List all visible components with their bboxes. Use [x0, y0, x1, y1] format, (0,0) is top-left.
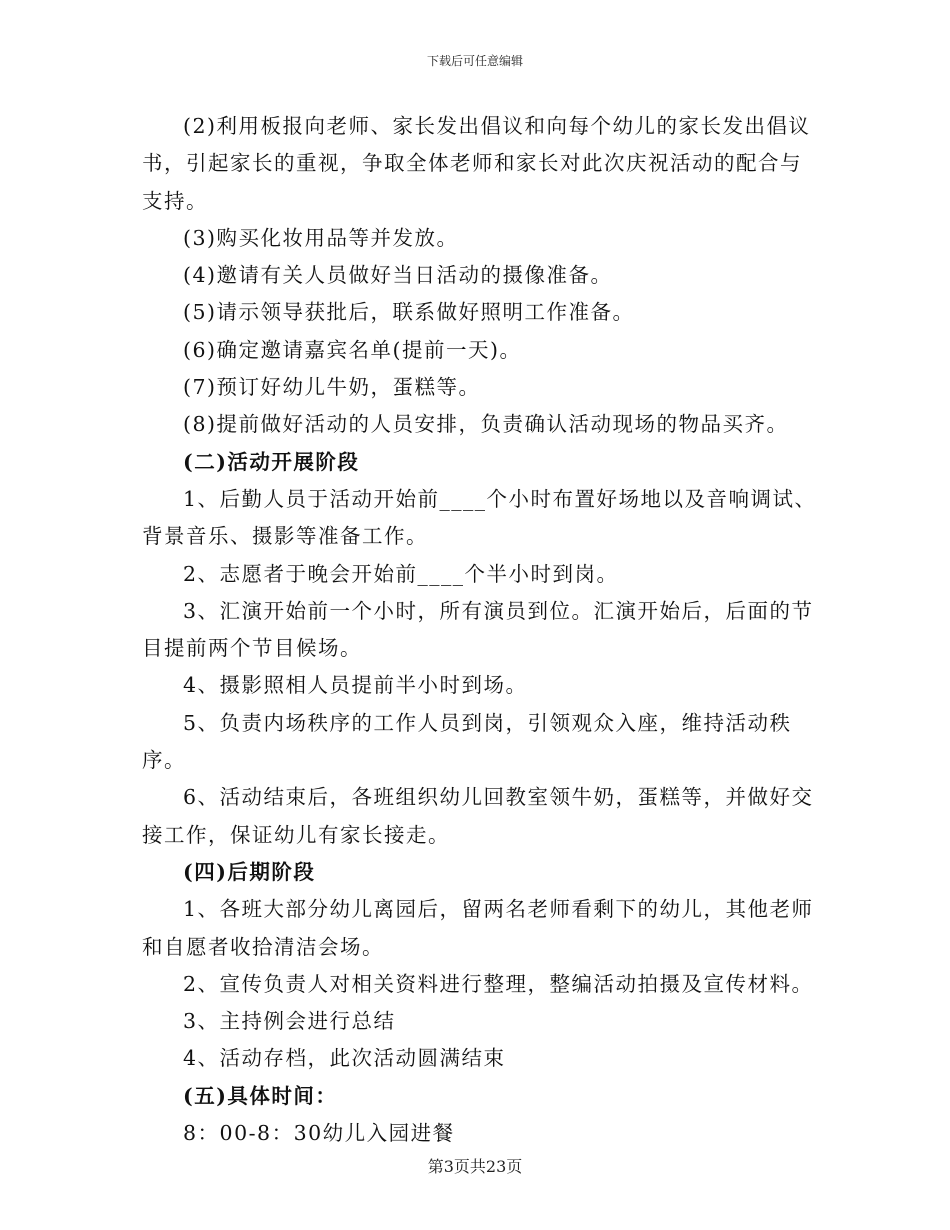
page-footer: 第3页共23页	[427, 1157, 523, 1176]
paragraph: (3)购买化妆用品等并发放。	[183, 225, 459, 250]
paragraph: 2、志愿者于晚会开始前____个半小时到岗。	[183, 561, 619, 586]
paragraph: (8)提前做好活动的人员安排，负责确认活动现场的物品买齐。	[183, 412, 789, 437]
document-body	[142, 108, 822, 1152]
paragraph: 3、主持例会进行总结	[183, 1009, 396, 1034]
paragraph: 4、活动存档，此次活动圆满结束	[183, 1046, 506, 1071]
section-heading: (四)后期阶段	[183, 859, 316, 884]
paragraph: (6)确定邀请嘉宾名单(提前一天)。	[183, 337, 522, 362]
paragraph: 4、摄影照相人员提前半小时到场。	[183, 673, 528, 698]
section-heading: (五)具体时间：	[183, 1083, 338, 1108]
paragraph: (2)利用板报向老师、家长发出倡议和向每个幼儿的家长发出倡议书，引起家长的重视，争取全体老师和家长对此次庆祝活动的配合与支持。	[142, 114, 811, 213]
paragraph: 5、负责内场秩序的工作人员到岗，引领观众入座，维持活动秩序。	[142, 710, 792, 773]
paragraph: 8：00-8：30幼儿入园进餐	[183, 1121, 455, 1146]
paragraph: 2、宣传负责人对相关资料进行整理，整编活动拍摄及宣传材料。	[183, 971, 814, 996]
paragraph: 3、汇演开始前一个小时，所有演员到位。汇演开始后，后面的节目提前两个节目候场。	[142, 598, 814, 661]
paragraph: (5)请示领导获批后，联系做好照明工作准备。	[183, 300, 635, 325]
paragraph: 1、各班大部分幼儿离园后，留两名老师看剩下的幼儿，其他老师和自愿者收拾清洁会场。	[142, 897, 814, 959]
page-header: 下载后可任意编辑	[426, 54, 523, 68]
paragraph: (4)邀请有关人员做好当日活动的摄像准备。	[183, 263, 613, 288]
paragraph: (7)预订好幼儿牛奶，蛋糕等。	[183, 375, 481, 400]
paragraph: 6、活动结束后，各班组织幼儿回教室领牛奶，蛋糕等，并做好交接工作，保证幼儿有家长接走。	[142, 785, 814, 847]
section-heading: (二)活动开展阶段	[183, 449, 360, 474]
paragraph: 1、后勤人员于活动开始前____个小时布置好场地以及音响调试、背景音乐、摄影等准备工作。	[142, 486, 817, 549]
